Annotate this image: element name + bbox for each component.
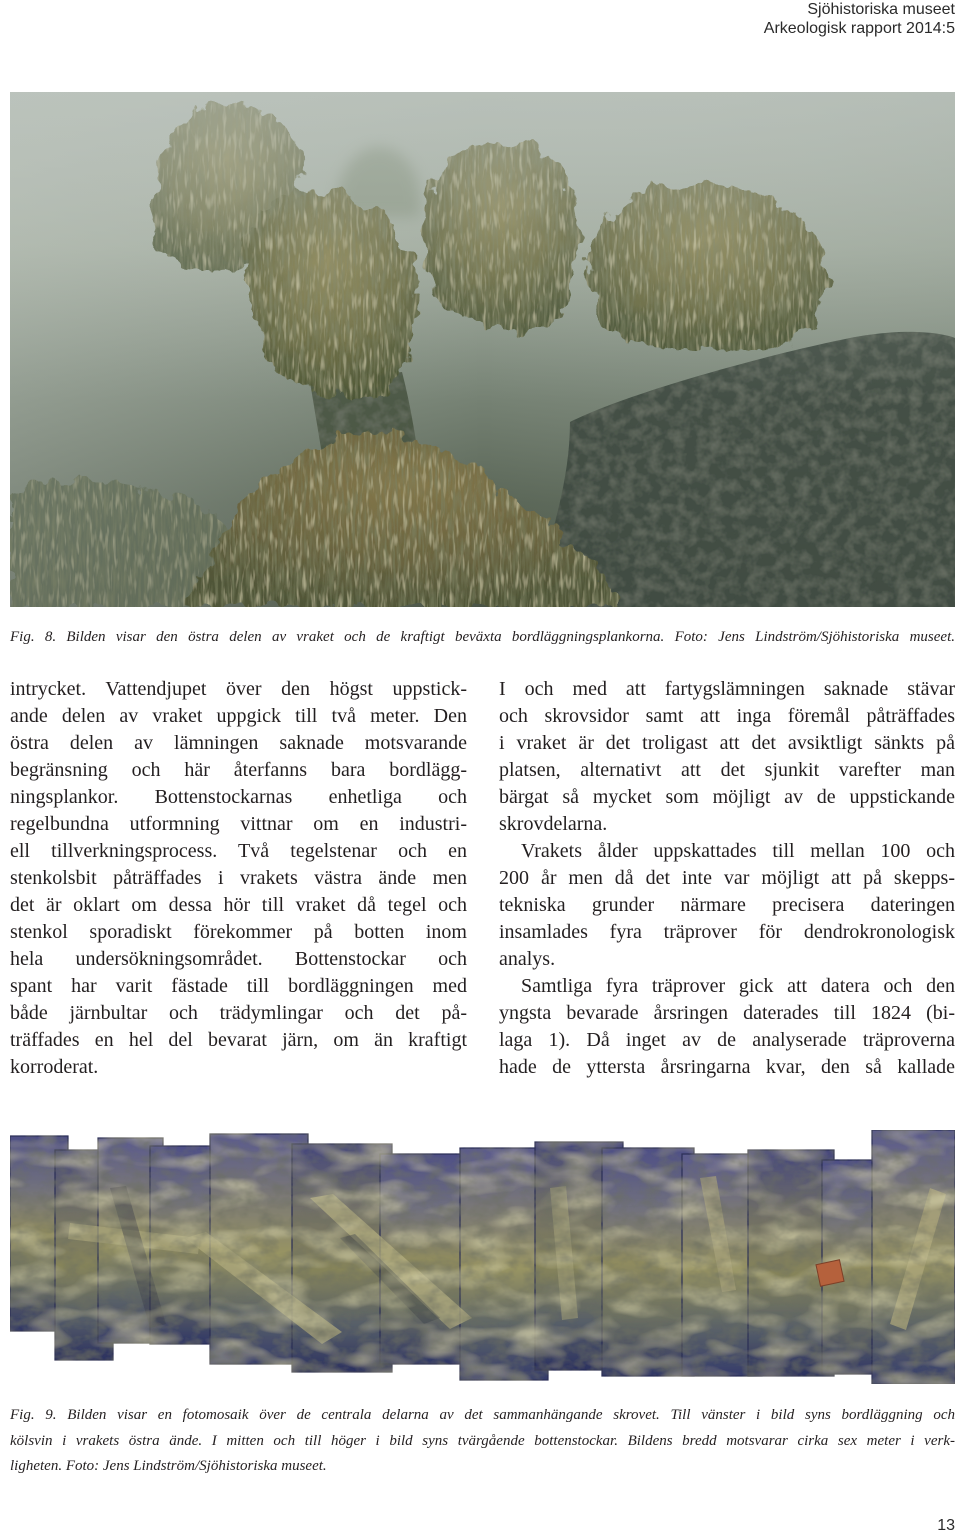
text-line: det är oklart om dessa hör till vraket då tegel och — [10, 893, 467, 916]
text-line: i vraket är det troligast att det avsiktligt sänkts på — [499, 731, 955, 754]
mosaic-panel — [602, 1148, 694, 1376]
brick-fragment — [816, 1260, 844, 1287]
text-line: hela undersökningsområdet. Bottenstockar och — [10, 947, 467, 970]
text-line: spant har varit fästade till bordläggningen med — [10, 974, 467, 997]
figure-9-caption-line: ligheten. Foto: Jens Lindström/Sjöhistoriska museet. — [10, 1458, 327, 1474]
text-line: och skrovsidor samt att inga föremål påträffades — [499, 704, 955, 727]
text-line: ningsplankor. Bottenstockarnas enhetliga och — [10, 785, 467, 808]
text-line: laga 1). Då inget av de analyserade träproverna — [499, 1028, 955, 1051]
figure-8-caption — [10, 626, 955, 648]
text-line: intrycket. Vattendjupet över den högst uppstick- — [10, 677, 467, 700]
page-number: 13 — [937, 1517, 955, 1534]
right-text-column — [499, 676, 955, 1081]
left-text-column — [10, 676, 467, 1081]
running-head — [555, 0, 955, 38]
figure-9-photomosaic — [10, 1128, 955, 1384]
text-line: träffades en hel del bevarat järn, om än kraftigt — [10, 1028, 467, 1051]
mosaic-panel — [748, 1150, 834, 1376]
text-line: korroderat. — [10, 1055, 99, 1078]
text-line: både järnbultar och trädymlingar och det på- — [10, 1001, 467, 1024]
paragraph — [499, 676, 955, 838]
text-line: I och med att fartygslämningen saknade stävar — [499, 677, 955, 700]
text-line: bärgat så mycket som möjligt av de uppstickande — [499, 785, 955, 808]
paragraph — [499, 973, 955, 1081]
text-line: Samtliga fyra träprover gick att datera och den — [521, 974, 955, 997]
text-line: Vrakets ålder uppskattades till mellan 100 och — [521, 839, 955, 862]
paragraph — [499, 838, 955, 973]
text-line: ande delen av vraket uppgick till två meter. Den — [10, 704, 467, 727]
mosaic-panels — [10, 1130, 955, 1384]
text-line: insamlades fyra träprover för dendrokronologisk — [499, 920, 955, 943]
text-line: tekniska grunder närmare precisera dateringen — [499, 893, 955, 916]
water-haze-overlay — [10, 92, 955, 607]
text-line: platsen, alternativt att det sjunkit varefter man — [499, 758, 955, 781]
header-institution: Sjöhistoriska museet — [807, 1, 955, 18]
text-line: ell tillverkningsprocess. Två tegelstenar och en — [10, 839, 467, 862]
text-line: regelbundna utformning vittnar om en industri- — [10, 812, 467, 835]
text-line: stenkol sporadiskt förekommer på botten inom — [10, 920, 467, 943]
text-line: begränsning och här återfanns bara bordlägg- — [10, 758, 467, 781]
text-line: östra delen av lämningen saknade motsvarande — [10, 731, 467, 754]
figure-9-mosaic-graphic — [10, 1128, 955, 1384]
text-line: skrovdelarna. — [499, 812, 608, 835]
text-line: stenkolsbit påträffades i vrakets västra ände men — [10, 866, 467, 889]
figure-9-caption-line: Fig. 9. Bilden visar en fotomosaik över de centrala delarna av det sammanhängande skrovet. Till vänster i bild syns bordläggning och — [10, 1407, 955, 1423]
figure-8-caption-text: Fig. 8. Bilden visar den östra delen av vraket och de kraftigt beväxta bordläggningsplankorna. Foto: Jens Lindström/Sjöhistoriska museet. — [10, 629, 955, 645]
figure-9-caption — [10, 1403, 955, 1480]
text-line: 200 år men då det inte var möjligt att på skepps- — [499, 866, 955, 889]
figure-8-underwater-scene — [10, 92, 955, 607]
text-line: hade de yttersta årsringarna kvar, den så kallade — [499, 1055, 955, 1078]
paragraph — [10, 676, 467, 1081]
text-line: analys. — [499, 947, 556, 970]
figure-9-caption-line: kölsvin i vrakets östra ände. I mitten och till höger i bild syns tvärgående bottenstockar. Bildens bredd motsvarar cirka sex meter i verk- — [10, 1432, 955, 1449]
header-report-number: Arkeologisk rapport 2014:5 — [763, 20, 955, 37]
figure-8-photo — [10, 92, 955, 607]
text-line: yngsta bevarade årsringen daterades till 1824 (bi- — [499, 1001, 955, 1024]
